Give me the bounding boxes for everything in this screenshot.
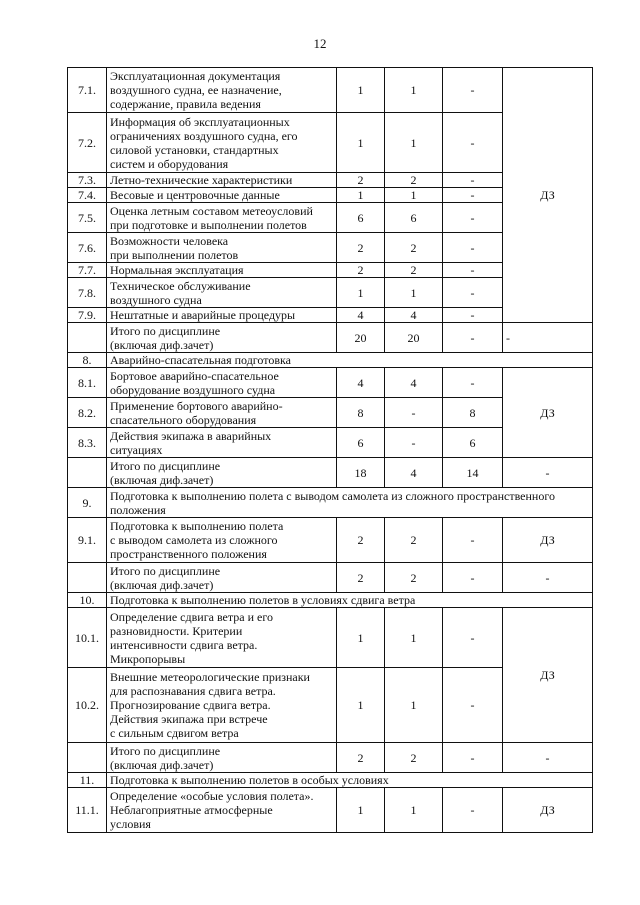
hours-practice: - bbox=[443, 608, 503, 668]
hours-practice: - bbox=[443, 563, 503, 593]
row-title: Оценка летным составом метеоусловий при подготовке и выполнении полетов bbox=[107, 203, 337, 233]
hours-theory: 4 bbox=[385, 458, 443, 488]
row-title: Итого по дисциплине (включая диф.зачет) bbox=[107, 323, 337, 353]
row-title: Внешние метеорологические признаки для распознавания сдвига ветра. Прогнозирование сдвига ветра. Действия экипажа при встрече с сильным сдвигом ветра bbox=[107, 668, 337, 743]
total-row bbox=[68, 323, 593, 353]
hours-theory: 1 bbox=[385, 113, 443, 173]
hours-practice: - bbox=[443, 518, 503, 563]
table-row bbox=[68, 608, 593, 668]
row-title: Итого по дисциплине (включая диф.зачет) bbox=[107, 458, 337, 488]
total-row bbox=[68, 458, 593, 488]
curriculum-table bbox=[67, 67, 593, 833]
assessment-form: ДЗ bbox=[503, 518, 593, 563]
hours-theory: 2 bbox=[385, 743, 443, 773]
row-number: 7.1. bbox=[68, 68, 107, 113]
assessment-form: - bbox=[503, 458, 593, 488]
row-number: 7.2. bbox=[68, 113, 107, 173]
assessment-form: ДЗ bbox=[503, 68, 593, 323]
row-number: 8.3. bbox=[68, 428, 107, 458]
hours-practice: - bbox=[443, 668, 503, 743]
hours-total: 2 bbox=[337, 233, 385, 263]
row-number: 7.9. bbox=[68, 308, 107, 323]
hours-total: 6 bbox=[337, 428, 385, 458]
hours-total: 1 bbox=[337, 68, 385, 113]
table-row bbox=[68, 68, 593, 113]
hours-theory: 1 bbox=[385, 668, 443, 743]
row-number: 11. bbox=[68, 773, 107, 788]
table-row bbox=[68, 368, 593, 398]
row-title: Эксплуатационная документация воздушного судна, ее назначение, содержание, правила ведения bbox=[107, 68, 337, 113]
hours-theory: 1 bbox=[385, 188, 443, 203]
row-number bbox=[68, 323, 107, 353]
row-number: 8.1. bbox=[68, 368, 107, 398]
hours-theory: 1 bbox=[385, 608, 443, 668]
row-number: 7.6. bbox=[68, 233, 107, 263]
hours-theory: 2 bbox=[385, 233, 443, 263]
hours-practice: - bbox=[443, 233, 503, 263]
section-title: Подготовка к выполнению полетов в условиях сдвига ветра bbox=[107, 593, 593, 608]
hours-practice: - bbox=[443, 743, 503, 773]
hours-theory: - bbox=[385, 398, 443, 428]
total-row bbox=[68, 743, 593, 773]
hours-total: 6 bbox=[337, 203, 385, 233]
hours-practice: 6 bbox=[443, 428, 503, 458]
total-row bbox=[68, 563, 593, 593]
hours-total: 1 bbox=[337, 113, 385, 173]
hours-theory: 1 bbox=[385, 68, 443, 113]
row-title: Подготовка к выполнению полета с выводом самолета из сложного пространственного положения bbox=[107, 518, 337, 563]
hours-total: 1 bbox=[337, 668, 385, 743]
hours-theory: 20 bbox=[385, 323, 443, 353]
section-title: Подготовка к выполнению полетов в особых условиях bbox=[107, 773, 593, 788]
section-row bbox=[68, 353, 593, 368]
hours-theory: 6 bbox=[385, 203, 443, 233]
hours-practice: - bbox=[443, 323, 503, 353]
row-title: Итого по дисциплине (включая диф.зачет) bbox=[107, 743, 337, 773]
hours-practice: 8 bbox=[443, 398, 503, 428]
assessment-form: - bbox=[503, 563, 593, 593]
hours-practice: - bbox=[443, 788, 503, 833]
row-number bbox=[68, 563, 107, 593]
hours-practice: - bbox=[443, 368, 503, 398]
row-number: 10.1. bbox=[68, 608, 107, 668]
hours-theory: 4 bbox=[385, 368, 443, 398]
row-number: 7.7. bbox=[68, 263, 107, 278]
hours-total: 1 bbox=[337, 608, 385, 668]
row-number: 7.4. bbox=[68, 188, 107, 203]
row-title: Нештатные и аварийные процедуры bbox=[107, 308, 337, 323]
hours-theory: - bbox=[385, 428, 443, 458]
hours-total: 2 bbox=[337, 263, 385, 278]
hours-total: 1 bbox=[337, 788, 385, 833]
hours-practice: - bbox=[443, 173, 503, 188]
row-number: 7.8. bbox=[68, 278, 107, 308]
table-row bbox=[68, 518, 593, 563]
hours-total: 2 bbox=[337, 743, 385, 773]
hours-practice: - bbox=[443, 203, 503, 233]
hours-total: 4 bbox=[337, 308, 385, 323]
assessment-form: - bbox=[503, 743, 593, 773]
section-row bbox=[68, 488, 593, 518]
hours-theory: 2 bbox=[385, 518, 443, 563]
row-number: 11.1. bbox=[68, 788, 107, 833]
hours-practice: - bbox=[443, 278, 503, 308]
row-number: 8.2. bbox=[68, 398, 107, 428]
hours-total: 18 bbox=[337, 458, 385, 488]
hours-total: 1 bbox=[337, 188, 385, 203]
hours-theory: 2 bbox=[385, 563, 443, 593]
hours-total: 20 bbox=[337, 323, 385, 353]
hours-total: 2 bbox=[337, 173, 385, 188]
row-title: Летно-технические характеристики bbox=[107, 173, 337, 188]
hours-practice: - bbox=[443, 263, 503, 278]
row-title: Информация об эксплуатационных ограничениях воздушного судна, его силовой установки, стандартных систем и оборудования bbox=[107, 113, 337, 173]
row-title: Определение сдвига ветра и его разновидности. Критерии интенсивности сдвига ветра. Микропорывы bbox=[107, 608, 337, 668]
row-title: Итого по дисциплине (включая диф.зачет) bbox=[107, 563, 337, 593]
hours-theory: 1 bbox=[385, 788, 443, 833]
hours-total: 1 bbox=[337, 278, 385, 308]
row-title: Применение бортового аварийно- спасательного оборудования bbox=[107, 398, 337, 428]
row-title: Определение «особые условия полета». Неблагоприятные атмосферные условия bbox=[107, 788, 337, 833]
row-title: Действия экипажа в аварийных ситуациях bbox=[107, 428, 337, 458]
assessment-form: ДЗ bbox=[503, 608, 593, 743]
section-title: Аварийно-спасательная подготовка bbox=[107, 353, 593, 368]
row-number: 7.5. bbox=[68, 203, 107, 233]
row-number bbox=[68, 743, 107, 773]
table-row bbox=[68, 788, 593, 833]
row-number: 10.2. bbox=[68, 668, 107, 743]
row-number: 9. bbox=[68, 488, 107, 518]
row-number: 7.3. bbox=[68, 173, 107, 188]
hours-theory: 2 bbox=[385, 173, 443, 188]
hours-practice: 14 bbox=[443, 458, 503, 488]
page-number: 12 bbox=[313, 36, 327, 51]
hours-practice: - bbox=[443, 308, 503, 323]
hours-total: 4 bbox=[337, 368, 385, 398]
assessment-form: ДЗ bbox=[503, 368, 593, 458]
row-title: Весовые и центровочные данные bbox=[107, 188, 337, 203]
hours-practice: - bbox=[443, 68, 503, 113]
hours-total: 8 bbox=[337, 398, 385, 428]
hours-theory: 1 bbox=[385, 278, 443, 308]
row-number bbox=[68, 458, 107, 488]
hours-total: 2 bbox=[337, 518, 385, 563]
hours-practice: - bbox=[443, 113, 503, 173]
hours-theory: 4 bbox=[385, 308, 443, 323]
hours-practice: - bbox=[443, 188, 503, 203]
row-title: Бортовое аварийно-спасательное оборудование воздушного судна bbox=[107, 368, 337, 398]
row-number: 8. bbox=[68, 353, 107, 368]
section-row bbox=[68, 773, 593, 788]
hours-theory: 2 bbox=[385, 263, 443, 278]
row-number: 10. bbox=[68, 593, 107, 608]
row-title: Техническое обслуживание воздушного судна bbox=[107, 278, 337, 308]
row-number: 9.1. bbox=[68, 518, 107, 563]
assessment-form: ДЗ bbox=[503, 788, 593, 833]
section-row bbox=[68, 593, 593, 608]
row-title: Нормальная эксплуатация bbox=[107, 263, 337, 278]
row-title: Возможности человека при выполнении полетов bbox=[107, 233, 337, 263]
hours-total: 2 bbox=[337, 563, 385, 593]
section-title: Подготовка к выполнению полета с выводом самолета из сложного пространственного положения bbox=[107, 488, 593, 518]
assessment-form: - bbox=[503, 323, 593, 353]
